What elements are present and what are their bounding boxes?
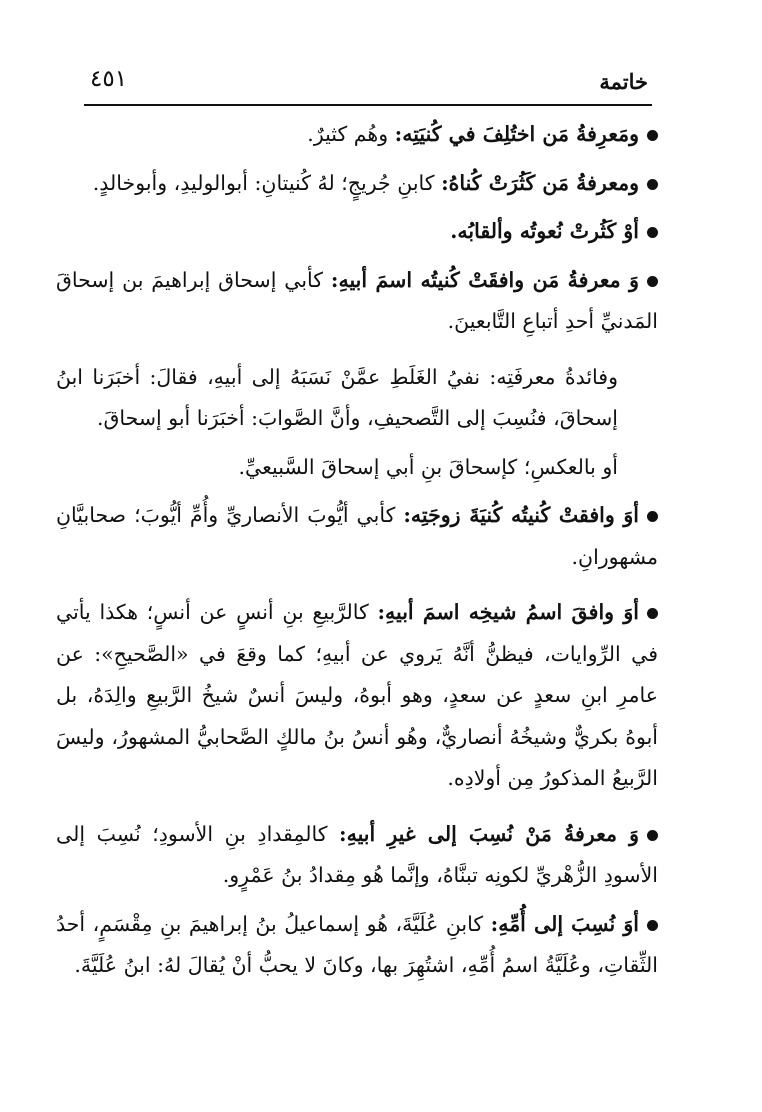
paragraph-text: كالرَّبيعِ بنِ أنسٍ عن أنسٍ؛ هكذا يأتي في الرِّوايات، فيظنُّ أنَّهُ يَروي عن أبيهِ؛ كما وقعَ في «الصَّحيحِ»: عن عامرِ ابنِ سعدٍ عن سعدٍ، وهو أبوهُ، وليسَ أنسٌ شيخُ الرَّبيعِ والِدَهُ، بل أبوهُ بكريٌّ وشيخُهُ أنصاريٌّ، وهُو أنسُ بنُ مالكٍ الصَّحابيُّ المشهورُ، وليسَ الرَّبيعُ المذكورُ مِن أولادِه. bbox=[56, 600, 658, 790]
paragraph-heading: ومعرفةُ مَن كَثُرَتْ كُناهُ: bbox=[441, 170, 639, 195]
paragraph-text: وفائدةُ معرفَتِه: نفيُ الغَلَطِ عمَّنْ نَسَبَهُ إلى أبيهِ، فقالَ: أخبَرَنا ابنُ إسحاقَ، فنُسِبَ إلى التَّصحيفِ، وأنَّ الصَّوابَ: أخبَرَنا أبو إسحاقَ. bbox=[56, 364, 618, 430]
paragraph-heading: أوَ نُسِبَ إلى أُمِّهِ: bbox=[490, 911, 639, 936]
bullet-icon bbox=[647, 227, 658, 238]
paragraph-heading: وَ معرفةُ مَن وافقَتْ كُنيتُه اسمَ أبيهِ: bbox=[330, 267, 639, 292]
paragraph bbox=[56, 260, 658, 343]
paragraph-heading: أوْ كَثُرتْ نُعوتُه وألقابُه. bbox=[450, 219, 639, 243]
page-body bbox=[56, 114, 658, 987]
bullet-icon bbox=[647, 130, 658, 141]
header-rule bbox=[84, 104, 652, 106]
paragraph bbox=[56, 211, 658, 253]
paragraph-text: كابنِ عُلَيَّةَ، هُو إسماعيلُ بنُ إبراهيمَ بنِ مِقْسَمٍ، أحدُ الثِّقاتِ، وعُلَيَّةُ اسمُ أُمِّهِ، اشتُهِرَ بها، وكانَ لا يحبُّ أنْ يُقالَ لهُ: ابنُ عُلَيَّةَ. bbox=[56, 911, 658, 977]
paragraph-text: كأبي أيُّوبَ الأنصاريِّ وأُمِّ أيُّوبَ؛ صحابيَّانِ مشهورانِ. bbox=[56, 503, 658, 569]
running-title: خاتمة bbox=[599, 69, 648, 94]
paragraph-heading: أوَ وافقَ اسمُ شيخِه اسمَ أبيهِ: bbox=[377, 600, 639, 624]
bullet-icon bbox=[647, 276, 658, 287]
paragraph bbox=[56, 447, 658, 489]
bullet-icon bbox=[647, 920, 658, 931]
paragraph-text: كابنِ جُريجٍ؛ لهُ كُنيتانِ: أبوالوليدِ، وأبوخالدٍ. bbox=[92, 170, 442, 195]
paragraph bbox=[56, 814, 658, 897]
paragraph-heading: ومَعرِفةُ مَن اختُلِفَ في كُنيَتِه: bbox=[394, 122, 639, 146]
paragraph-text: كأبي إسحاق إبراهيمَ بن إسحاقَ المَدنيِّ أحدِ أتباعِ التَّابعينَ. bbox=[56, 267, 658, 333]
paragraph-heading: أوَ وافقتْ كُنيتُه كُنيَةَ زوجَتِه: bbox=[403, 503, 639, 527]
paragraph-text: وهُم كثيرٌ. bbox=[307, 122, 395, 146]
bullet-icon bbox=[647, 830, 658, 841]
bullet-icon bbox=[647, 511, 658, 522]
bullet-icon bbox=[647, 179, 658, 190]
paragraph bbox=[56, 495, 658, 578]
paragraph bbox=[56, 357, 658, 440]
paragraph bbox=[56, 114, 658, 156]
paragraph bbox=[56, 904, 658, 987]
bullet-icon bbox=[647, 608, 658, 619]
paragraph bbox=[56, 163, 658, 205]
paragraph-heading: وَ معرفةُ مَنْ نُسِبَ إلى غيرِ أبيهِ: bbox=[339, 821, 640, 846]
page-header bbox=[84, 62, 652, 102]
paragraph-text: كالمِقدادِ بنِ الأسودِ؛ نُسِبَ إلى الأسودِ الزُّهْريِّ لكونِه تبنَّاهُ، وإنَّما هُو مِقدادُ بنُ عَمْرٍو. bbox=[56, 821, 658, 887]
paragraph bbox=[56, 592, 658, 800]
page-number: ٤٥١ bbox=[90, 66, 128, 92]
paragraph-text: أو بالعكسِ؛ كإسحاقَ بنِ أبي إسحاقَ السَّبيعيِّ. bbox=[238, 454, 618, 479]
